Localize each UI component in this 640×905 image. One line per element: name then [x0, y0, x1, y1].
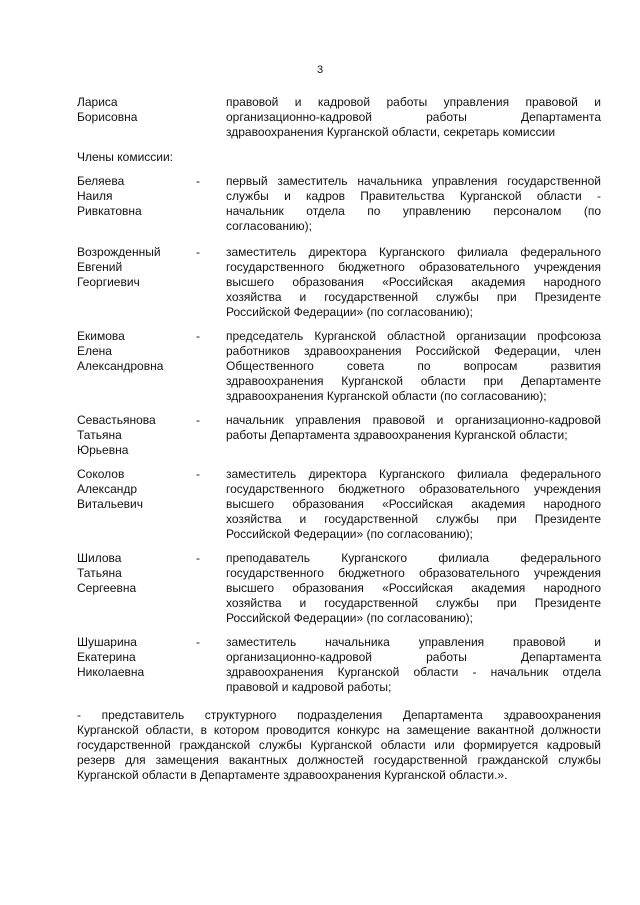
dash-separator: - [196, 329, 200, 343]
member-position [226, 174, 601, 234]
member-position-line: работы Департамента здравоохранения Курганской области; [226, 428, 568, 442]
secretary-position-line: правовой и кадровой работы управления правовой и [226, 95, 601, 109]
member-name [77, 245, 187, 290]
member-position-line: здравоохранения Курганской области при Департаменте [226, 374, 601, 388]
member-name-line: Татьяна [77, 566, 122, 580]
member-position-line: организационно-кадровой работы Департамента [226, 650, 601, 664]
member-name-line: Екатерина [77, 650, 136, 664]
secretary-name [77, 95, 187, 125]
member-position [226, 467, 601, 542]
secretary-name-line: Лариса [77, 95, 118, 109]
dash-separator: - [196, 467, 200, 481]
member-name [77, 174, 187, 219]
member-name-line: Беляева [77, 174, 125, 188]
dash-separator: - [196, 174, 200, 188]
member-position-line: высшего образования «Российская академия народного [226, 497, 601, 511]
member-position-line: государственного бюджетного образовательного учреждения [226, 482, 601, 496]
dash-separator: - [196, 245, 200, 259]
page-number: 3 [316, 64, 324, 76]
member-name [77, 413, 187, 458]
member-name-line: Юрьевна [77, 443, 129, 457]
member-position [226, 413, 601, 443]
member-position [226, 635, 601, 695]
member-position-line: здравоохранения Курганской области - начальник отдела [226, 665, 601, 679]
member-position-line: председатель Курганской областной организации профсоюза [226, 329, 601, 343]
closing-line: резерв для замещения вакантных должностей государственной гражданской службы [77, 753, 601, 767]
member-name-line: Шушарина [77, 635, 137, 649]
member-position-line: государственного бюджетного образовательного учреждения [226, 566, 601, 580]
member-position-line: здравоохранения Курганской области (по согласованию); [226, 389, 547, 403]
member-position-line: заместитель директора Курганского филиала федерального [226, 467, 601, 481]
member-position-line: первый заместитель начальника управления государственной [226, 174, 601, 188]
member-name [77, 329, 187, 374]
secretary-name-line: Борисовна [77, 110, 138, 124]
closing-line: государственной гражданской службы Курганской области или формируется кадровый [77, 738, 601, 752]
member-position-line: Российской Федерации» (по согласованию); [226, 305, 473, 319]
member-name [77, 635, 187, 680]
secretary-position-line: здравоохранения Курганской области, секретарь комиссии [226, 125, 556, 139]
member-position [226, 245, 601, 320]
dash-separator: - [196, 551, 200, 565]
dash-separator: - [196, 413, 200, 427]
member-name-line: Татьяна [77, 428, 122, 442]
member-name-line: Екимова [77, 329, 125, 343]
member-name-line: Николаевна [77, 665, 145, 679]
member-position-line: Российской Федерации» (по согласованию); [226, 611, 473, 625]
member-name-line: Александровна [77, 359, 164, 373]
member-position-line: заместитель начальника управления правовой и [226, 635, 601, 649]
member-position-line: хозяйства и государственной службы при Президенте [226, 512, 601, 526]
member-name-line: Севастьянова [77, 413, 156, 427]
member-position-line: хозяйства и государственной службы при Президенте [226, 290, 601, 304]
member-position-line: высшего образования «Российская академия народного [226, 581, 601, 595]
member-name-line: Наиля [77, 189, 113, 203]
member-position-line: хозяйства и государственной службы при Президенте [226, 596, 601, 610]
member-position-line: согласованию); [226, 219, 312, 233]
member-position-line: заместитель директора Курганского филиала федерального [226, 245, 601, 259]
secretary-position-line: организационно-кадровой работы Департамента [226, 110, 601, 124]
dash-separator: - [196, 635, 200, 649]
member-name-line: Евгений [77, 260, 123, 274]
member-position-line: государственного бюджетного образовательного учреждения [226, 260, 601, 274]
member-name-line: Возрожденный [77, 245, 161, 259]
member-name [77, 467, 187, 512]
member-position-line: начальник отдела по управлению персоналом (по [226, 204, 601, 218]
member-name-line: Соколов [77, 467, 125, 481]
member-name-line: Сергеевна [77, 581, 137, 595]
member-name-line: Шилова [77, 551, 122, 565]
member-position-line: правовой и кадровой работы; [226, 680, 392, 694]
members-heading: Члены комиссии: [77, 150, 174, 164]
member-position-line: Общественного совета по вопросам развития [226, 359, 601, 373]
closing-line: - представитель структурного подразделения Департамента здравоохранения [77, 708, 601, 722]
closing-line: Курганской области, в котором проводится конкурс на замещение вакантной должности [77, 723, 601, 737]
member-position-line: высшего образования «Российская академия народного [226, 275, 601, 289]
member-position [226, 329, 601, 404]
member-position-line: Российской Федерации» (по согласованию); [226, 527, 473, 541]
member-name-line: Ривкатовна [77, 204, 142, 218]
member-name-line: Елена [77, 344, 112, 358]
member-position-line: начальник управления правовой и организационно-кадровой [226, 413, 601, 427]
closing-paragraph [77, 708, 601, 783]
closing-line: Курганской области в Департаменте здравоохранения Курганской области.». [77, 768, 508, 782]
member-position-line: преподаватель Курганского филиала федерального [226, 551, 601, 565]
member-name-line: Александр [77, 482, 138, 496]
member-name-line: Витальевич [77, 497, 143, 511]
secretary-position [226, 95, 601, 140]
member-position-line: работников здравоохранения Российской Федерации, член [226, 344, 601, 358]
member-position-line: службы и кадров Правительства Курганской области - [226, 189, 601, 203]
member-position [226, 551, 601, 626]
member-name [77, 551, 187, 596]
member-name-line: Георгиевич [77, 275, 140, 289]
